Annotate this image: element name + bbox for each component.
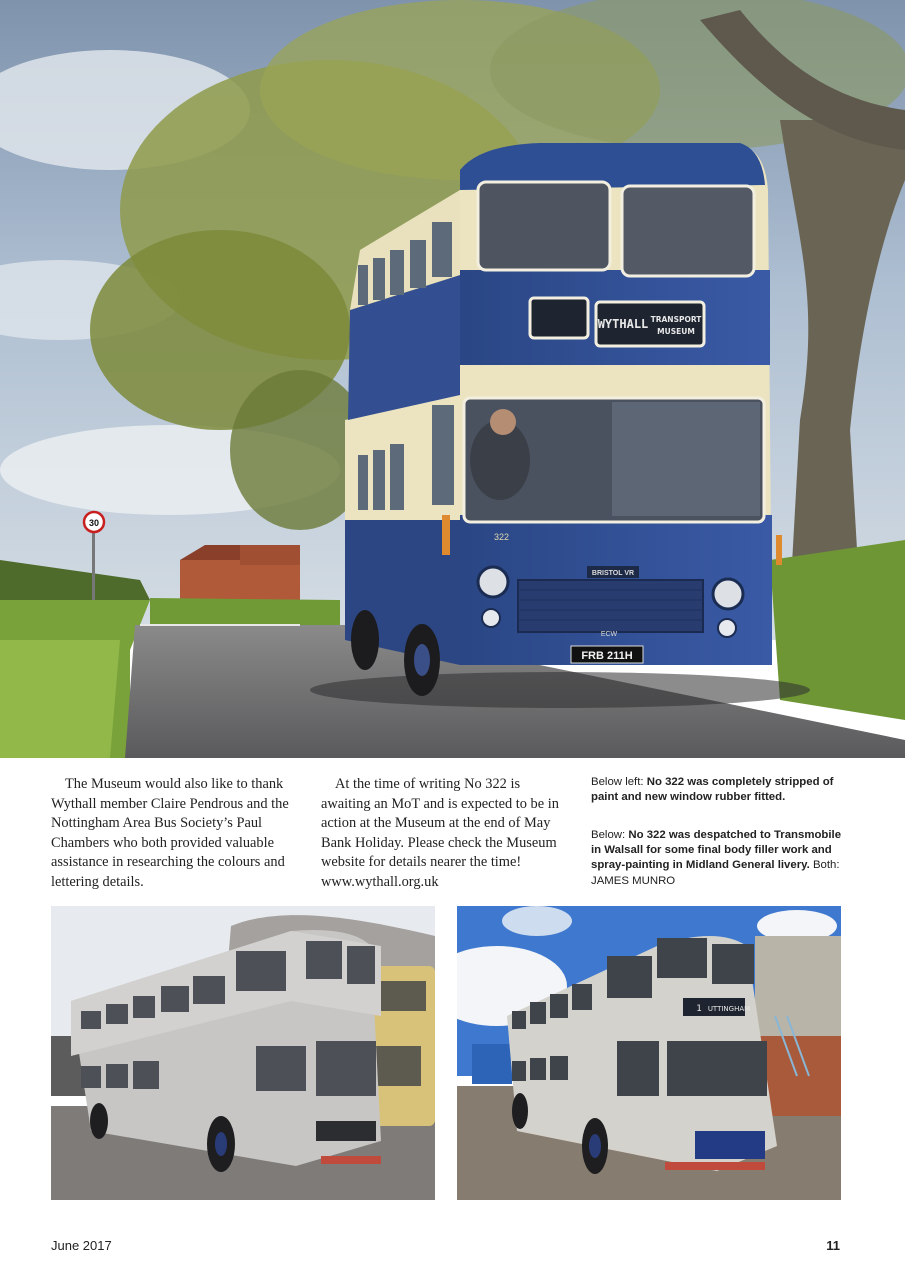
svg-text:WYTHALL: WYTHALL [597, 317, 649, 331]
caption-1-text: No 322 was completely stripped of paint and new window rubber fitted. [591, 776, 834, 804]
photo-stripped-bus [51, 906, 435, 1200]
svg-text:ECW: ECW [600, 631, 618, 638]
svg-text:MUSEUM: MUSEUM [657, 327, 695, 336]
caption-2-prefix: Below: [591, 829, 629, 841]
caption-credit-name: JAMES MUNRO [591, 874, 676, 887]
footer-date: June 2017 [51, 1238, 112, 1253]
museum-website-link[interactable]: www.wythall.org.uk [321, 873, 439, 890]
photo-transmobile-bus [457, 906, 841, 1200]
caption-credit-label: Both: [809, 859, 840, 872]
svg-text:30: 30 [88, 518, 100, 528]
svg-text:322: 322 [494, 532, 510, 542]
svg-text:TRANSPORT: TRANSPORT [650, 315, 702, 324]
mot-text: At the time of writing No 322 is awaiting an MoT and is expected to be in action at the Museum at the end of May Bank Holiday. Please check the Museum website for details nearer the time! [321, 776, 559, 870]
article-column-1 [51, 775, 301, 892]
page-number: 11 [826, 1238, 840, 1253]
caption-2-text: No 322 was despatched to Transmobile in Walsall for some final body filler work and spray-painting in Midland General livery. [591, 829, 842, 872]
svg-text:UTTINGHAM: UTTINGHAM [707, 1005, 751, 1013]
caption-1-prefix: Below left: [591, 776, 647, 788]
bus-grille [518, 580, 703, 632]
article-paragraph-thanks: The Museum would also like to thank Wythall member Claire Pendrous and the Nottingham Area Bus Society’s Paul Chambers who both provided valuable assistance in researching the colours and lettering details. [51, 776, 289, 890]
article-column-2 [321, 775, 571, 892]
svg-text:FRB 211H: FRB 211H [581, 650, 633, 662]
article-paragraph-mot [321, 775, 571, 892]
caption-below-left [591, 775, 853, 805]
svg-text:BRISTOL VR: BRISTOL VR [591, 570, 635, 577]
distant-houses [180, 560, 300, 600]
svg-text:1: 1 [696, 1004, 702, 1014]
caption-below [591, 828, 853, 889]
